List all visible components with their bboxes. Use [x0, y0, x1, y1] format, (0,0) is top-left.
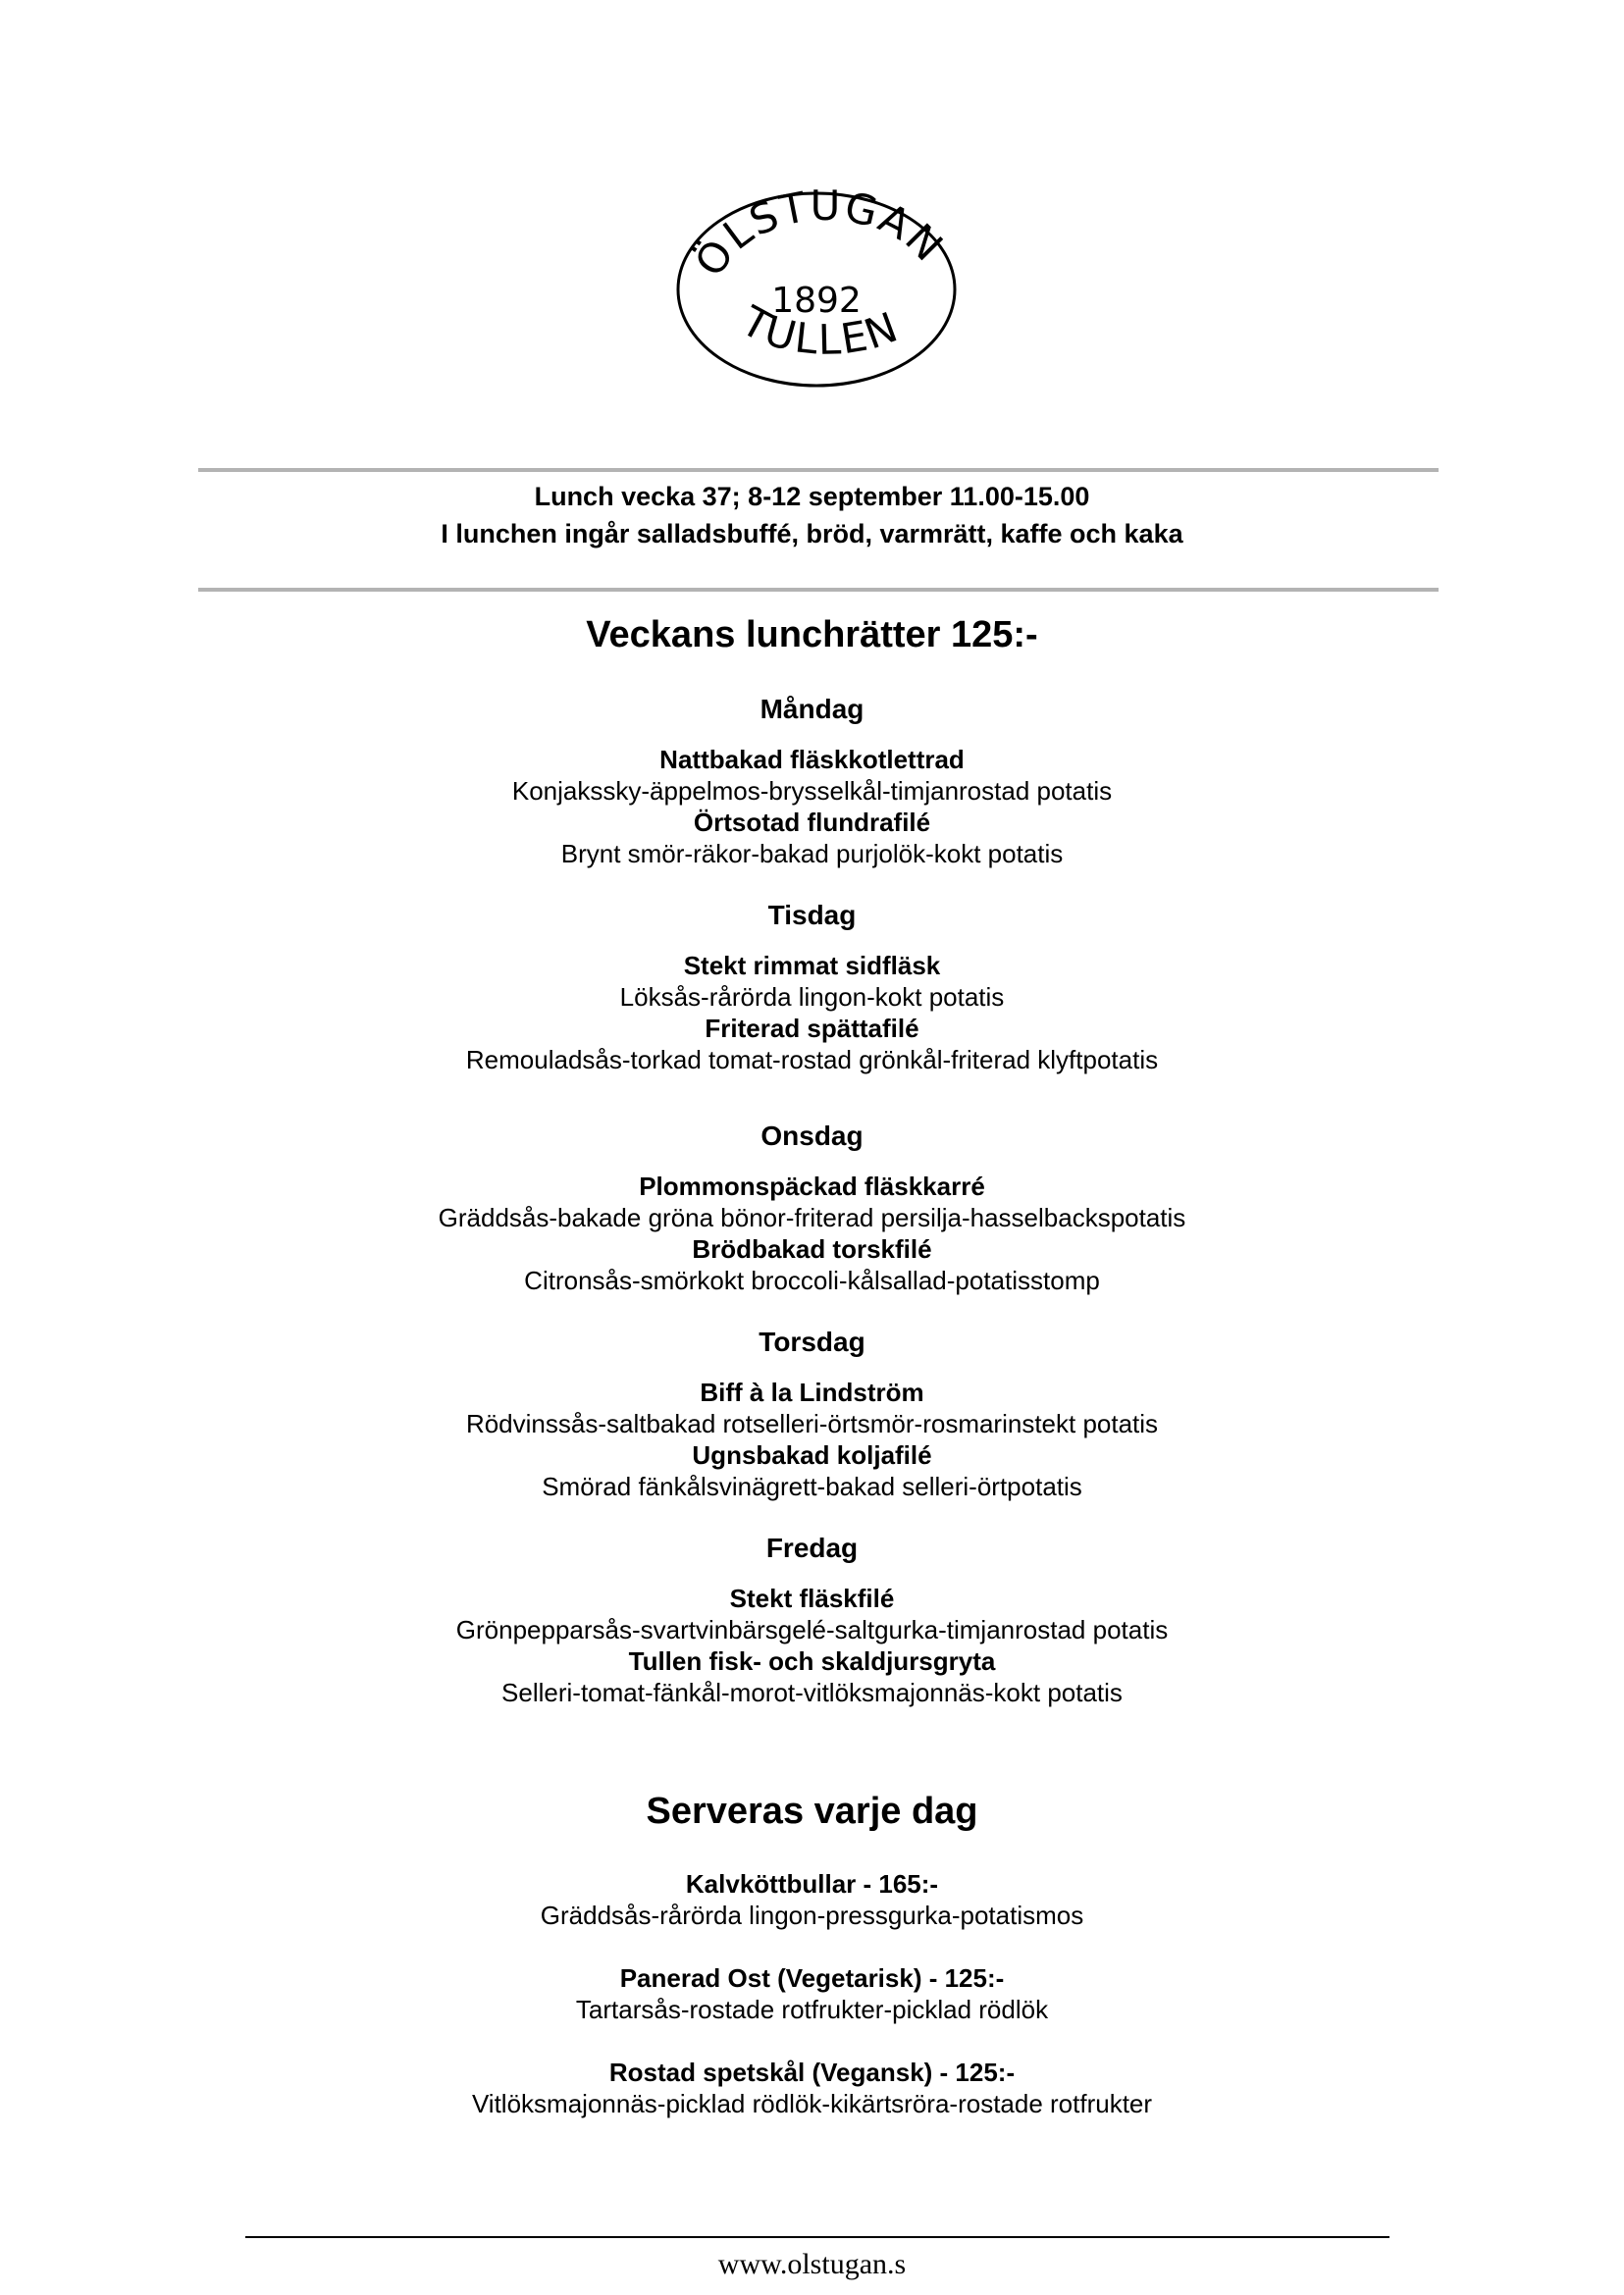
dish-description: Grönpepparsås-svartvinbärsgelé-saltgurka-timjanrostad potatis [455, 1615, 1169, 1644]
dish-description: Citronsås-smörkokt broccoli-kålsallad-potatisstomp [524, 1266, 1100, 1295]
day-name: Fredag [765, 1533, 859, 1563]
day-name: Onsdag [760, 1121, 864, 1151]
dish-description: Smörad fänkålsvinägrett-bakad selleri-örtpotatis [542, 1472, 1082, 1501]
weekly-lunch-title: Veckans lunchrätter 125:- [586, 614, 1038, 655]
lunch-week-line: Lunch vecka 37; 8-12 september 11.00-15.00 [534, 482, 1090, 511]
dish-name: Örtsotad flundrafilé [693, 808, 931, 837]
dish-description: Gräddsås-rårörda lingon-pressgurka-potatismos [540, 1901, 1084, 1930]
lunch-includes-line: I lunchen ingår salladsbuffé, bröd, varmrätt, kaffe och kaka [441, 519, 1183, 548]
header-top-rule [198, 468, 1439, 472]
dish-description: Selleri-tomat-fänkål-morot-vitlöksmajonnäs-kokt potatis [501, 1678, 1123, 1707]
daily-dishes-title: Serveras varje dag [646, 1791, 978, 1832]
dish-name: Tullen fisk- och skaldjursgryta [628, 1646, 996, 1676]
dish-description: Brynt smör-räkor-bakad purjolök-kokt potatis [560, 839, 1064, 868]
day-wednesday [0, 1120, 1624, 1296]
dish-name: Panerad Ost (Vegetarisk) - 125:- [619, 1963, 1005, 1993]
dish-name: Brödbakad torskfilé [692, 1234, 932, 1264]
dish-description: Rödvinssås-saltbakad rotselleri-örtsmör-rosmarinstekt potatis [465, 1409, 1159, 1438]
daily-dishes-list [0, 1868, 1624, 2119]
dish-name: Stekt rimmat sidfläsk [683, 951, 941, 980]
day-friday [0, 1532, 1624, 1708]
dish-description: Konjakssky-äppelmos-brysselkål-timjanrostad potatis [511, 776, 1113, 806]
day-name: Tisdag [767, 900, 857, 930]
dish-name: Biff à la Lindström [700, 1378, 924, 1407]
dish-name: Rostad spetskål (Vegansk) - 125:- [608, 2058, 1016, 2087]
day-monday [0, 693, 1624, 869]
dish-description: Löksås-rårörda lingon-kokt potatis [619, 982, 1005, 1012]
day-name: Torsdag [759, 1327, 865, 1357]
day-thursday [0, 1326, 1624, 1502]
dish-description: Vitlöksmajonnäs-picklad rödlök-kikärtsröra-rostade rotfrukter [471, 2089, 1153, 2118]
day-tuesday [0, 899, 1624, 1075]
website-url: www.olstugan.s [717, 2248, 907, 2280]
header-bottom-rule [198, 588, 1439, 592]
dish-name: Kalvköttbullar - 165:- [685, 1869, 939, 1899]
dish-name: Ugnsbakad koljafilé [692, 1440, 932, 1470]
dish-description: Tartarsås-rostade rotfrukter-picklad rödlök [575, 1995, 1049, 2024]
dish-name: Friterad spättafilé [705, 1014, 919, 1043]
logo-bottom-text: TULLEN [733, 296, 906, 364]
logo-year: 1892 [771, 281, 862, 321]
dish-description: Remouladsås-torkad tomat-rostad grönkål-friterad klyftpotatis [465, 1045, 1159, 1074]
dish-name: Nattbakad fläskkotlettrad [659, 745, 965, 774]
day-name: Måndag [760, 694, 864, 724]
footer-rule [245, 2236, 1389, 2238]
olstugan-tullen-logo [667, 182, 967, 397]
dish-description: Gräddsås-bakade gröna bönor-friterad persilja-hasselbackspotatis [438, 1203, 1186, 1232]
dish-name: Stekt fläskfilé [729, 1584, 895, 1613]
dish-name: Plommonspäckad fläskkarré [639, 1172, 985, 1201]
logo-top-text: ÖLSTUGAN [685, 182, 954, 286]
